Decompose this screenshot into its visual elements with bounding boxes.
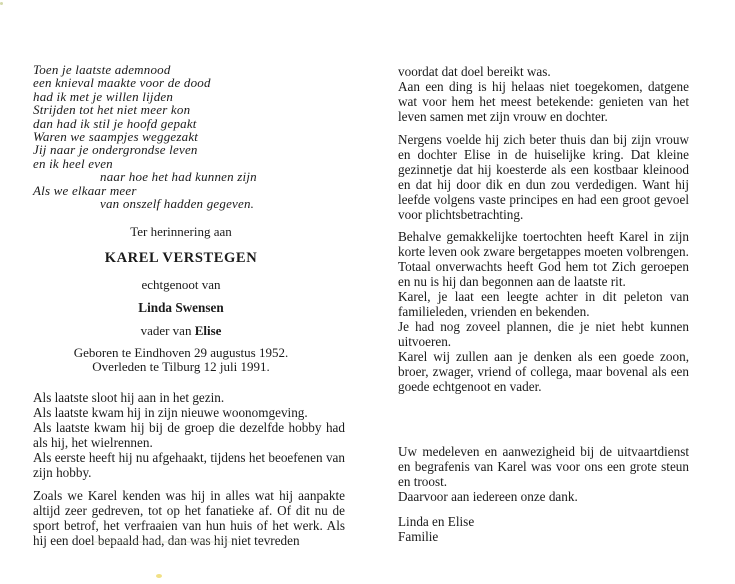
poem-line: Toen je laatste ademnood [33,62,171,77]
poem-line: Als we elkaar meer [33,182,137,198]
paragraph: Nergens voelde hij zich beter thuis dan bij zijn vrouw en dochter Elise in de huiselijke kring. Dat kleine gezinnetje dat hij koesterde als een kostbaar kleinood en dat hij door dik en dun zou verdedigen. Want hij leefde volgens vaste principes en had een groot gevoel voor plichtsbetrachting. [398,132,689,222]
poem-line: een knieval maakte voor de dood [33,75,211,91]
birth-date-line: Geboren te Eindhoven 29 augustus 1952. [73,345,289,361]
paragraph: Als eerste heeft hij nu afgehaakt, tijdens het beoefenen van zijn hobby. [33,450,345,481]
paragraph: Aan een ding is hij helaas niet toegekomen, datgene wat voor hem het meest betekende: genieten van het leven samen met zijn vrouw en dochter. [398,79,689,124]
memorial-heading-block [33,224,329,373]
birth-death-dates [33,346,329,373]
right-paragraph-group-2 [398,132,689,222]
memorial-poem [33,63,345,210]
right-paragraph-group-1 [398,64,689,124]
poem-line: had ik met je willen lijden [33,88,174,104]
paragraph: Daarvoor aan iedereen onze dank. [398,489,578,504]
left-column [33,0,345,548]
scan-artifact-speck [0,2,3,5]
daughter-name: Elise [194,323,222,339]
poem-line: Waren we saampjes weggezakt [33,129,199,145]
signature-line: Familie [398,529,439,544]
spouse-label: echtgenoot van [141,277,221,293]
left-paragraph-group-2 [33,488,345,548]
poem-line: naar hoe het had kunnen zijn [100,169,257,185]
paragraph: Karel, je laat een leegte achter in dit peleton van familieleden, vrienden en bekenden. [398,289,689,319]
father-of-label: vader van [140,323,192,339]
death-date-line: Overleden te Tilburg 12 juli 1991. [92,358,270,374]
spouse-name: Linda Swensen [138,300,224,316]
paragraph: Als laatste kwam hij in zijn nieuwe woonomgeving. [33,405,308,421]
right-paragraph-group-3 [398,229,689,394]
right-column [398,0,689,544]
father-of-line [33,323,329,339]
poem-line: Strijden tot het niet meer kon [33,102,191,118]
paragraph: Als laatste sloot hij aan in het gezin. [33,390,225,406]
scan-artifact-smudge [92,541,232,543]
paragraph: Karel wij zullen aan je denken als een goede zoon, broer, zwager, vriend of collega, maar bovenal als een goede echtgenoot en vader. [398,349,689,394]
poem-line: dan had ik stil je hoofd gepakt [33,115,197,131]
paragraph: Je had nog zoveel plannen, die je niet hebt kunnen uitvoeren. [398,319,689,349]
in-memoriam-label: Ter herinnering aan [130,224,232,240]
signature-block [398,514,689,544]
paragraph: Behalve gemakkelijke toertochten heeft Karel in zijn korte leven ook zware bergetappes moeten volbrengen. [398,229,689,259]
paragraph: Uw medeleven en aanwezigheid bij de uitvaartdienst en begrafenis van Karel was voor ons een grote steun en troost. [398,444,689,489]
poem-line: van onszelf hadden gegeven. [100,196,255,212]
paragraph: Als laatste kwam hij bij de groep die dezelfde hobby had als hij, het wielrennen. [33,420,345,451]
closing-thanks-block [398,444,689,504]
paragraph: voordat dat doel bereikt was. [398,64,551,79]
scan-artifact-yellow-dot [156,574,162,578]
left-paragraph-group-1 [33,390,345,480]
paragraph: Totaal onverwachts heeft God hem tot Zich geroepen en nu is hij dan begonnen aan de laatste rit. [398,259,689,289]
paragraph: Zoals we Karel kenden was hij in alles wat hij aanpakte altijd zeer gedreven, tot op het fanatieke af. Of dit nu de sport betrof, het verfraaien van hun huis of het werk. Als hij een doel bepaald had, dan was hij niet tevreden [33,488,345,549]
deceased-name: KAREL VERSTEGEN [104,250,258,267]
signature-line: Linda en Elise [398,514,475,529]
poem-line: Jij naar je ondergrondse leven [33,142,198,158]
poem-line: en ik heel even [33,155,113,171]
